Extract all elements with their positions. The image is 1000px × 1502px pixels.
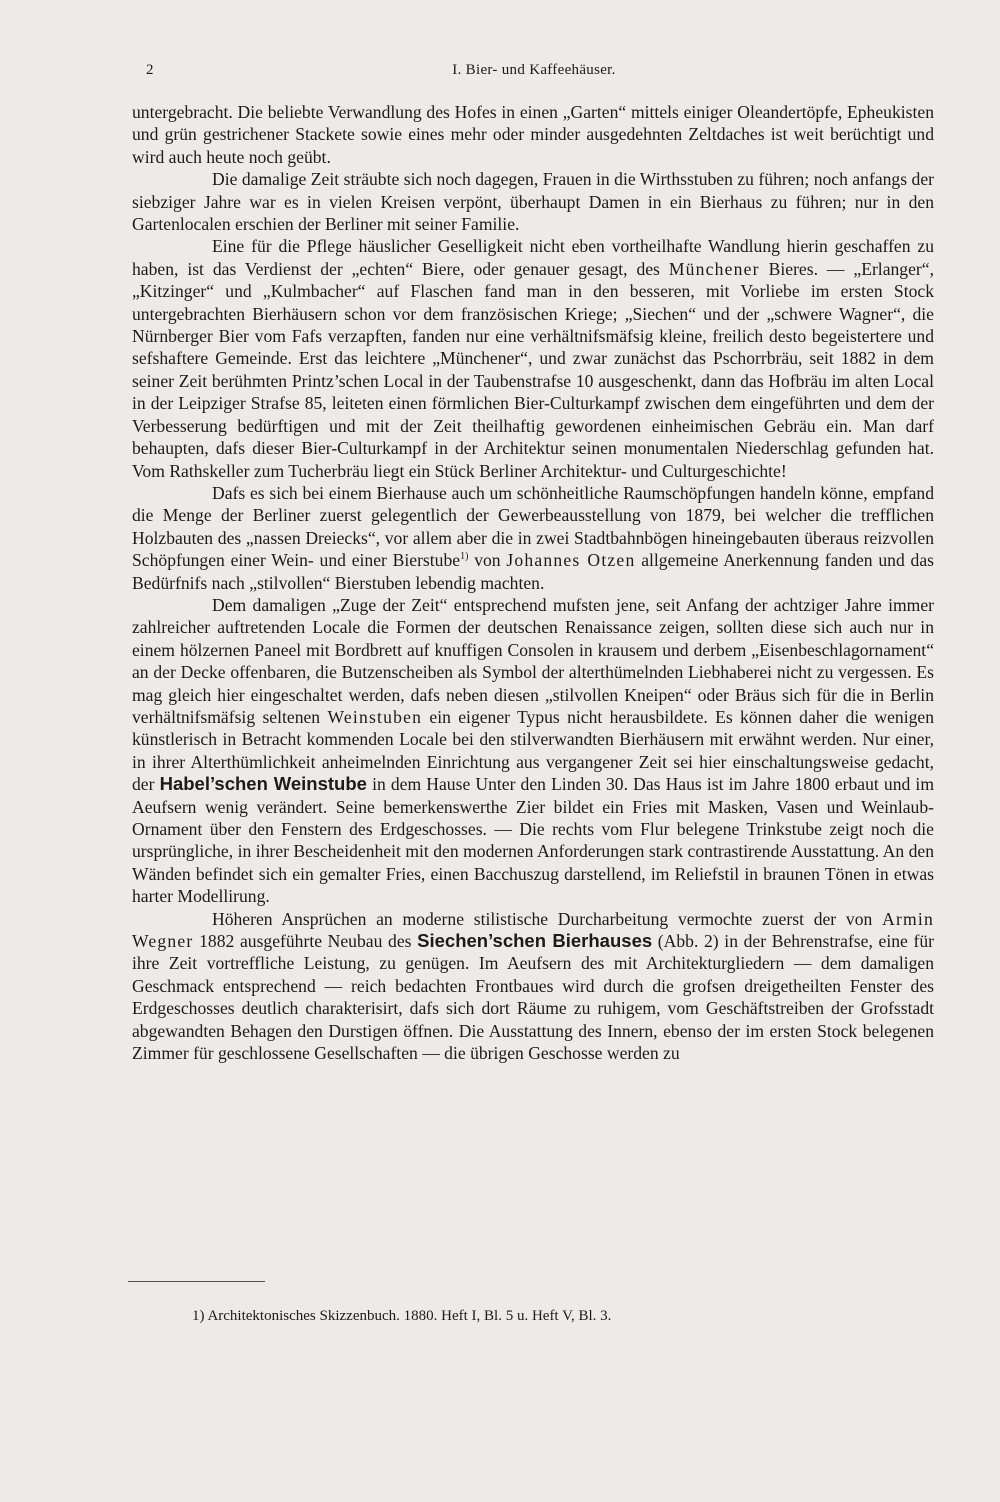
heading-siechen-bierhaus: Siechen’schen Bierhauses <box>417 930 653 952</box>
footnote-marker: 1) <box>192 1308 205 1324</box>
spaced-name-otzen: Johannes Otzen <box>506 550 636 571</box>
running-title: I. Bier- und Kaffeehäuser. <box>452 62 616 78</box>
footnote-text: Architektonisches Skizzenbuch. 1880. Heft I, Bl. 5 u. Heft V, Bl. 3. <box>207 1308 612 1324</box>
spaced-name-wegner: Armin Wegner <box>132 908 934 952</box>
paragraph-6: Höheren Ansprüchen an moderne stilistische Durcharbeitung vermochte zuerst der von Armin Wegner 1882 ausgeführte Neubau des Siechen’schen Bierhauses (Abb. 2) in der Behrenstrafse, eine für ihre Zeit vortreffliche Leistung, zu genügen. Im Aeufsern des mit Architekturgliedern — dem damaligen Geschmack entsprechend — reich bedachten Frontbaues wird durch die grofsen dreigetheilten Fenster des Erdgeschosses deutlich charakterisirt, dafs sich dort Räume zu ruhigem, vom Geschäftstreiben der Grofsstadt abgewandten Behagen den Durstigen öffnen. Die Ausstattung des Innern, ebenso der im ersten Stock belegenen Zimmer für geschlossene Gesellschaften — die übrigen Geschosse werden zu <box>132 908 934 1064</box>
spaced-term-muenchener: Münchener <box>668 258 760 279</box>
paragraph-3: Eine für die Pflege häuslicher Geselligkeit nicht eben vortheilhafte Wandlung hierin geschaffen zu haben, ist das Verdienst der „echten“ Biere, oder genauer gesagt, des Münchener Bieres. — „Erlanger“, „Kitzinger“ und „Kulmbacher“ auf Flaschen fand man in den besseren, mit Vorliebe im ersten Stock untergebrachten Bierhäusern schon vor dem französischen Kriege; „Siechen“ und der „schwere Wagner“, die Nürnberger Bier vom Fafs verzapften, fanden nur eine verhältnifsmäfsig kleine, freilich desto begeistertere und sefshaftere Gemeinde. Erst das leichtere „Münchener“, und zwar zunächst das Pschorrbräu, seit 1882 in dem seiner Zeit berühmten Printz’schen Local in der Taubenstrafse 10 ausgeschenkt, dann das Hofbräu im alten Local in der Leipziger Strafse 85, leiteten einen förmlichen Bier-Culturkampf zwischen dem eingeführten und dem der Verbesserung bedürftigen und mit der Zeit theilhaftig gewordenen einheimischen Gebräu ein. Man darf behaupten, dafs dieser Bier-Culturkampf in der Architektur seinen monumentalen Niederschlag gefunden hat. Vom Rathskeller zum Tucherbräu liegt ein Stück Berliner Architektur- und Culturgeschichte! <box>132 236 934 481</box>
footnote-rule <box>128 1281 265 1282</box>
heading-habel-weinstube: Habel’schen Weinstube <box>159 773 367 795</box>
running-head <box>146 62 922 86</box>
spaced-term-weinstuben: Weinstuben <box>327 706 423 727</box>
footnote <box>192 1306 912 1326</box>
page-number: 2 <box>146 62 154 78</box>
paragraph-5: Dem damaligen „Zuge der Zeit“ entsprechend mufsten jene, seit Anfang der achtziger Jahre immer zahlreicher auftretenden Locale die Formen der deutschen Renaissance zeigen, sollten diese sich auch nur in einem hölzernen Paneel mit Bordbrett auf knuffigen Consolen in krausem und derbem „Eisenbeschlagornament“ an der Decke offenbaren, die Butzenscheiben als Symbol der alterthümelnden Liebhaberei nicht zu vergessen. Es mag gleich hier eingeschaltet werden, dafs neben diesen „stilvollen Kneipen“ oder Bräus sich für die in Berlin verhältnifsmäfsig seltenen Weinstuben ein eigener Typus nicht herausbildete. Es können daher die wenigen künstlerisch in Betracht kommenden Locale bei den stilverwandten Bierhäusern mit erwähnt werden. Nur einer, in ihrer Alterthümlichkeit anheimelnden Einrichtung aus vergangener Zeit sei hier einschaltungsweise gedacht, der Habel’schen Weinstube in dem Hause Unter den Linden 30. Das Haus ist im Jahre 1800 erbaut und im Aeufsern wenig verändert. Seine bemerkenswerthe Zier bildet ein Fries mit Masken, Vasen und Weinlaub-Ornament über den Fenstern des Erdgeschosses. — Die rechts vom Flur belegene Trinkstube zeigt noch die ursprüngliche, in ihrer Bescheidenheit mit den modernen Anforderungen stark contrastirende Ausstattung. An den Wänden befindet sich ein gemalter Fries, einen Bacchuszug darstellend, im Reliefstil in braunen Tönen in etwas harter Modellirung. <box>132 594 935 907</box>
paragraph-1: untergebracht. Die beliebte Verwandlung des Hofes in einen „Garten“ mittels einiger Oleandertöpfe, Epheukisten und grün gestrichener Stackete sowie eines mehr oder minder ausgedehnten Zeltdaches ist weit berüchtigt und wird auch heute noch geübt. <box>132 102 934 167</box>
body-text <box>132 101 934 1064</box>
paragraph-4: Dafs es sich bei einem Bierhause auch um schönheitliche Raumschöpfungen handeln könne, empfand die Menge der Berliner zuerst gelegentlich der Gewerbeausstellung von 1879, bei welcher die trefflichen Holzbauten des „nassen Dreiecks“, vor allem aber die in zwei Stadtbahnbögen hineingebauten überaus reizvollen Schöpfungen einer Wein- und einer Bierstube$^{1)}$ von Johannes Otzen allgemeine Anerkennung fanden und das Bedürfnifs nach „stilvollen“ Bierstuben lebendig machten. <box>132 482 934 593</box>
paragraph-2: Die damalige Zeit sträubte sich noch dagegen, Frauen in die Wirthsstuben zu führen; noch anfangs der siebziger Jahre war es in vielen Kreisen verpönt, überhaupt Damen in ein Bierhaus zu führen; nur in den Gartenlocalen erschien der Berliner mit seiner Familie. <box>132 169 934 235</box>
footnote-reference: 1) <box>460 551 469 563</box>
